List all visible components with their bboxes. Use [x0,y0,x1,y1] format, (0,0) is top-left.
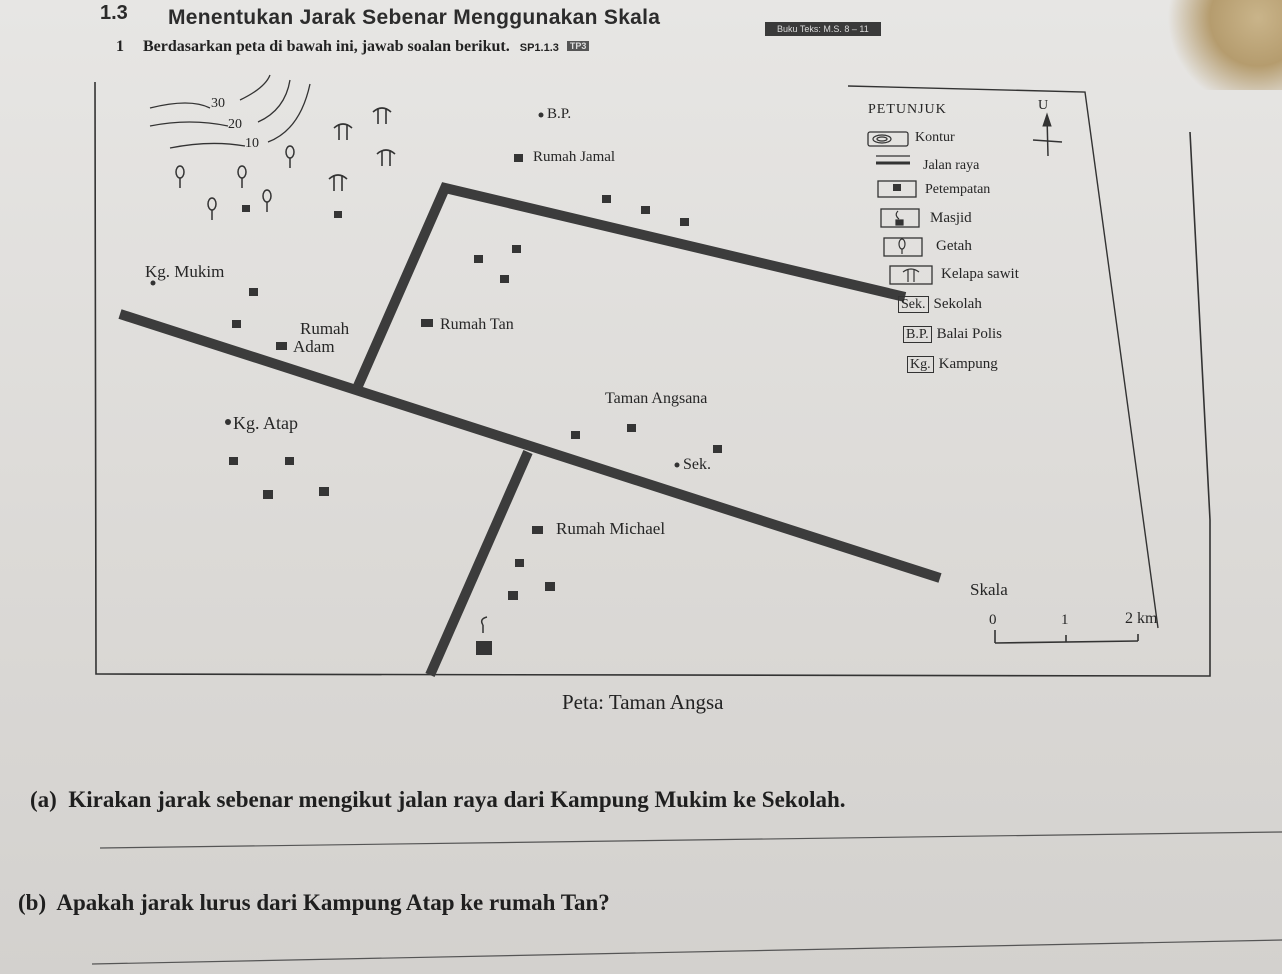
label-rumah-jamal: Rumah Jamal [533,149,616,165]
north-label: U [1038,98,1049,113]
standard-code: SP1.1.3 [519,42,559,54]
question-a-text: Kirakan jarak sebenar mengikut jalan raya dari Kampung Mukim ke Sekolah. [68,787,846,812]
road-branch-north [358,188,905,386]
scale-tick-1: 1 [1061,612,1069,628]
label-rumah-tan: Rumah Tan [440,316,514,333]
question-b-label: (b) [18,890,47,915]
contour-label-30: 30 [211,96,225,111]
settlement-markers [229,154,901,655]
legend-item-kelapa-sawit: Kelapa sawit [941,266,1019,282]
section-title: Menentukan Jarak Sebenar Menggunakan Skala [168,6,661,29]
question-a [30,787,846,813]
contour-lines [150,75,310,148]
contour-label-10: 10 [245,136,259,151]
scale-tick-2km: 2 km [1125,610,1158,627]
label-taman-angsana: Taman Angsana [605,390,708,407]
legend-road-symbol [876,156,910,163]
legend-label-sekolah: Sekolah [933,296,982,312]
contour-label-20: 20 [228,117,242,132]
map-caption: Peta: Taman Angsa [562,690,724,714]
question-number: 1 [116,38,124,55]
legend-tag-bp: B.P. [903,326,932,343]
legend-item-kampung [907,356,998,373]
label-kg-atap: Kg. Atap [233,413,298,433]
question-b-text: Apakah jarak lurus dari Kampung Atap ke rumah Tan? [56,890,610,915]
legend-item-getah: Getah [936,238,972,254]
label-bp: B.P. [547,106,572,122]
legend-item-balai-polis [903,326,1002,343]
legend-label-balai-polis: Balai Polis [936,326,1002,342]
instruction-text: Berdasarkan peta di bawah ini, jawab soalan berikut. [143,38,510,55]
rubber-tree-icons [176,146,487,633]
label-kg-mukim: Kg. Mukim [145,262,225,281]
tp-badge: TP3 [567,41,590,51]
oil-palm-icons [329,108,395,191]
textbook-reference-badge: Buku Teks: M.S. 8 – 11 [765,22,881,36]
scale-title: Skala [970,580,1008,599]
legend-symbol-boxes [868,132,932,284]
question-a-label: (a) [30,787,57,812]
map-frame [95,82,1210,676]
label-rumah-adam-1: Rumah [300,319,350,338]
label-sek: Sek. [683,456,711,473]
legend-item-jalan-raya: Jalan raya [923,158,980,173]
legend-frame [848,86,1158,628]
legend-item-masjid: Masjid [930,210,972,226]
scale-bar [995,630,1138,643]
chapter-number: 1.3 [100,2,128,24]
legend-item-petempatan: Petempatan [925,182,991,197]
road-main-west [120,314,940,578]
scale-tick-0: 0 [989,612,997,628]
label-rumah-adam-2: Adam [293,337,335,356]
legend-tag-sek: Sek. [898,296,929,313]
label-rumah-michael: Rumah Michael [556,519,666,538]
legend-item-sekolah [898,296,982,313]
legend-label-kampung: Kampung [938,356,998,372]
legend-item-kontur: Kontur [915,130,955,145]
legend-title: PETUNJUK [868,102,947,117]
north-arrow-icon [1033,114,1062,156]
legend-tag-kg: Kg. [907,356,934,373]
question-b [18,890,610,916]
